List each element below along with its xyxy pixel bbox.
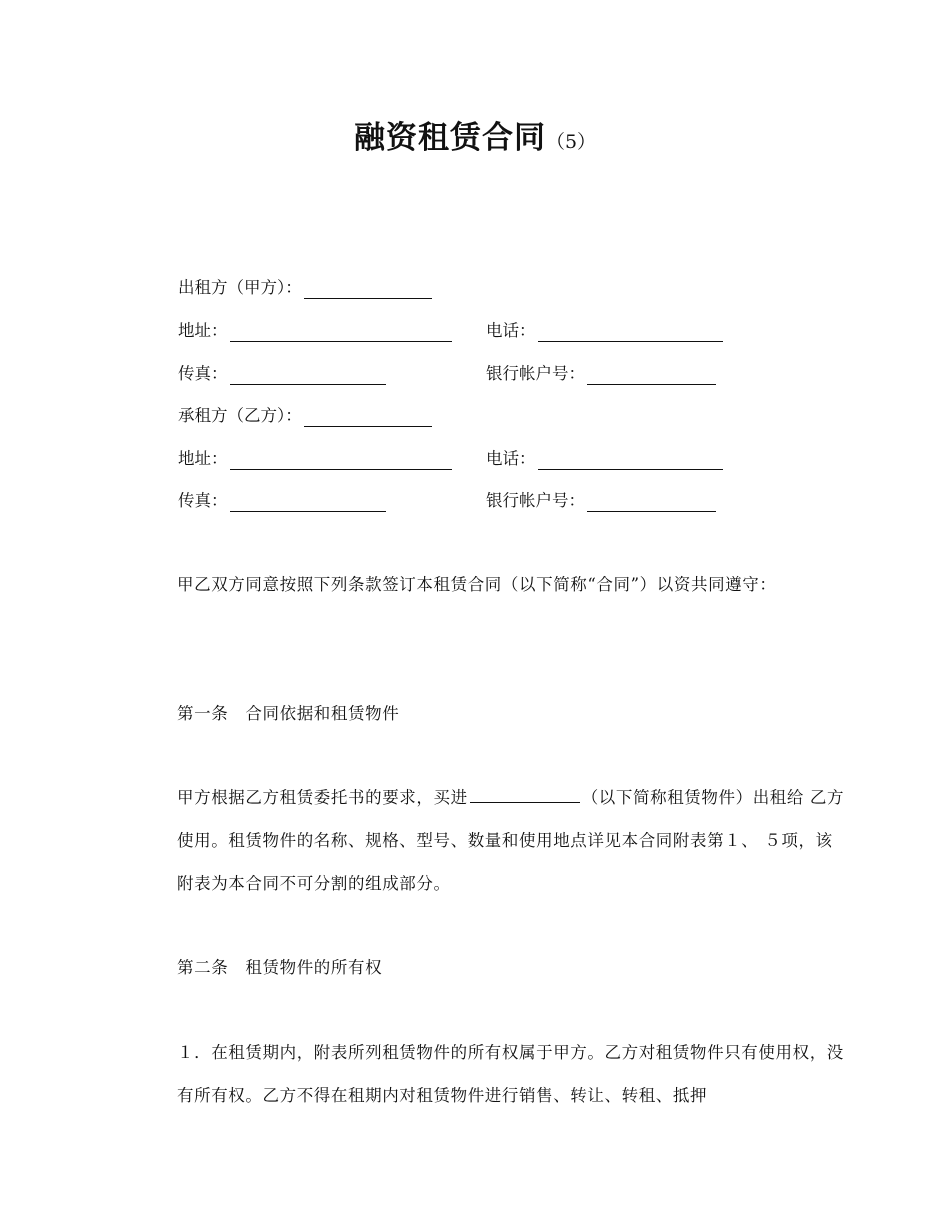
lessor-address-blank (230, 323, 452, 342)
intro-paragraph: 甲乙双方同意按照下列条款签订本租赁合同（以下简称“合同”）以资共同遵守： (177, 575, 777, 594)
lessor-field (178, 277, 432, 299)
lessor-bank-label: 银行帐户号： (486, 364, 585, 383)
lessee-blank (304, 408, 432, 427)
article1-text-before: 甲方根据乙方租赁委托书的要求，买进 (177, 788, 468, 807)
article2-heading: 第二条 租赁物件的所有权 (177, 958, 383, 977)
article1-paragraph (141, 776, 849, 905)
article1-blank (470, 784, 580, 803)
lessee-fax-label: 传真： (178, 491, 228, 510)
lessee-fax-field (178, 490, 386, 512)
lessee-bank-field (486, 490, 716, 512)
title-number: （5） (545, 131, 597, 153)
article1-text-after: （以下简称租赁物件）出租给 乙方使用。租赁物件的名称、规格、型号、数量和使用地点详见本合同附表第１、 ５项，该附表为本合同不可分割的组成部分。 (177, 788, 845, 893)
lessee-phone-label: 电话： (486, 449, 536, 468)
lessor-phone-label: 电话： (486, 321, 536, 340)
lessee-phone-blank (538, 451, 723, 470)
article1-heading: 第一条 合同依据和租赁物件 (177, 704, 400, 723)
lessor-fax-label: 传真： (178, 364, 228, 383)
lessor-fax-field (178, 363, 386, 385)
lessor-label: 出租方（甲方）： (178, 278, 302, 297)
lessee-fax-blank (230, 493, 386, 512)
lessee-address-blank (230, 451, 452, 470)
document-title (0, 112, 950, 157)
lessor-address-field (178, 320, 452, 342)
lessor-phone-blank (538, 323, 723, 342)
lessor-bank-field (486, 363, 716, 385)
lessor-phone-field (486, 320, 723, 342)
lessee-bank-label: 银行帐户号： (486, 491, 585, 510)
lessee-address-field (178, 448, 452, 470)
lessee-field (178, 405, 432, 427)
lessee-label: 承租方（乙方）： (178, 406, 302, 425)
lessor-address-label: 地址： (178, 321, 228, 340)
lessee-address-label: 地址： (178, 449, 228, 468)
lessee-phone-field (486, 448, 723, 470)
lessor-fax-blank (230, 366, 386, 385)
lessor-blank (304, 280, 432, 299)
lessor-bank-blank (587, 366, 716, 385)
article2-paragraph1: １．在租赁期内，附表所列租赁物件的所有权属于甲方。乙方对租赁物件只有使用权，没有所有权。乙方不得在租期内对租赁物件进行销售、转让、转租、抵押 (177, 1043, 844, 1105)
title-main: 融资租赁合同 (353, 120, 546, 156)
lessee-bank-blank (587, 493, 716, 512)
